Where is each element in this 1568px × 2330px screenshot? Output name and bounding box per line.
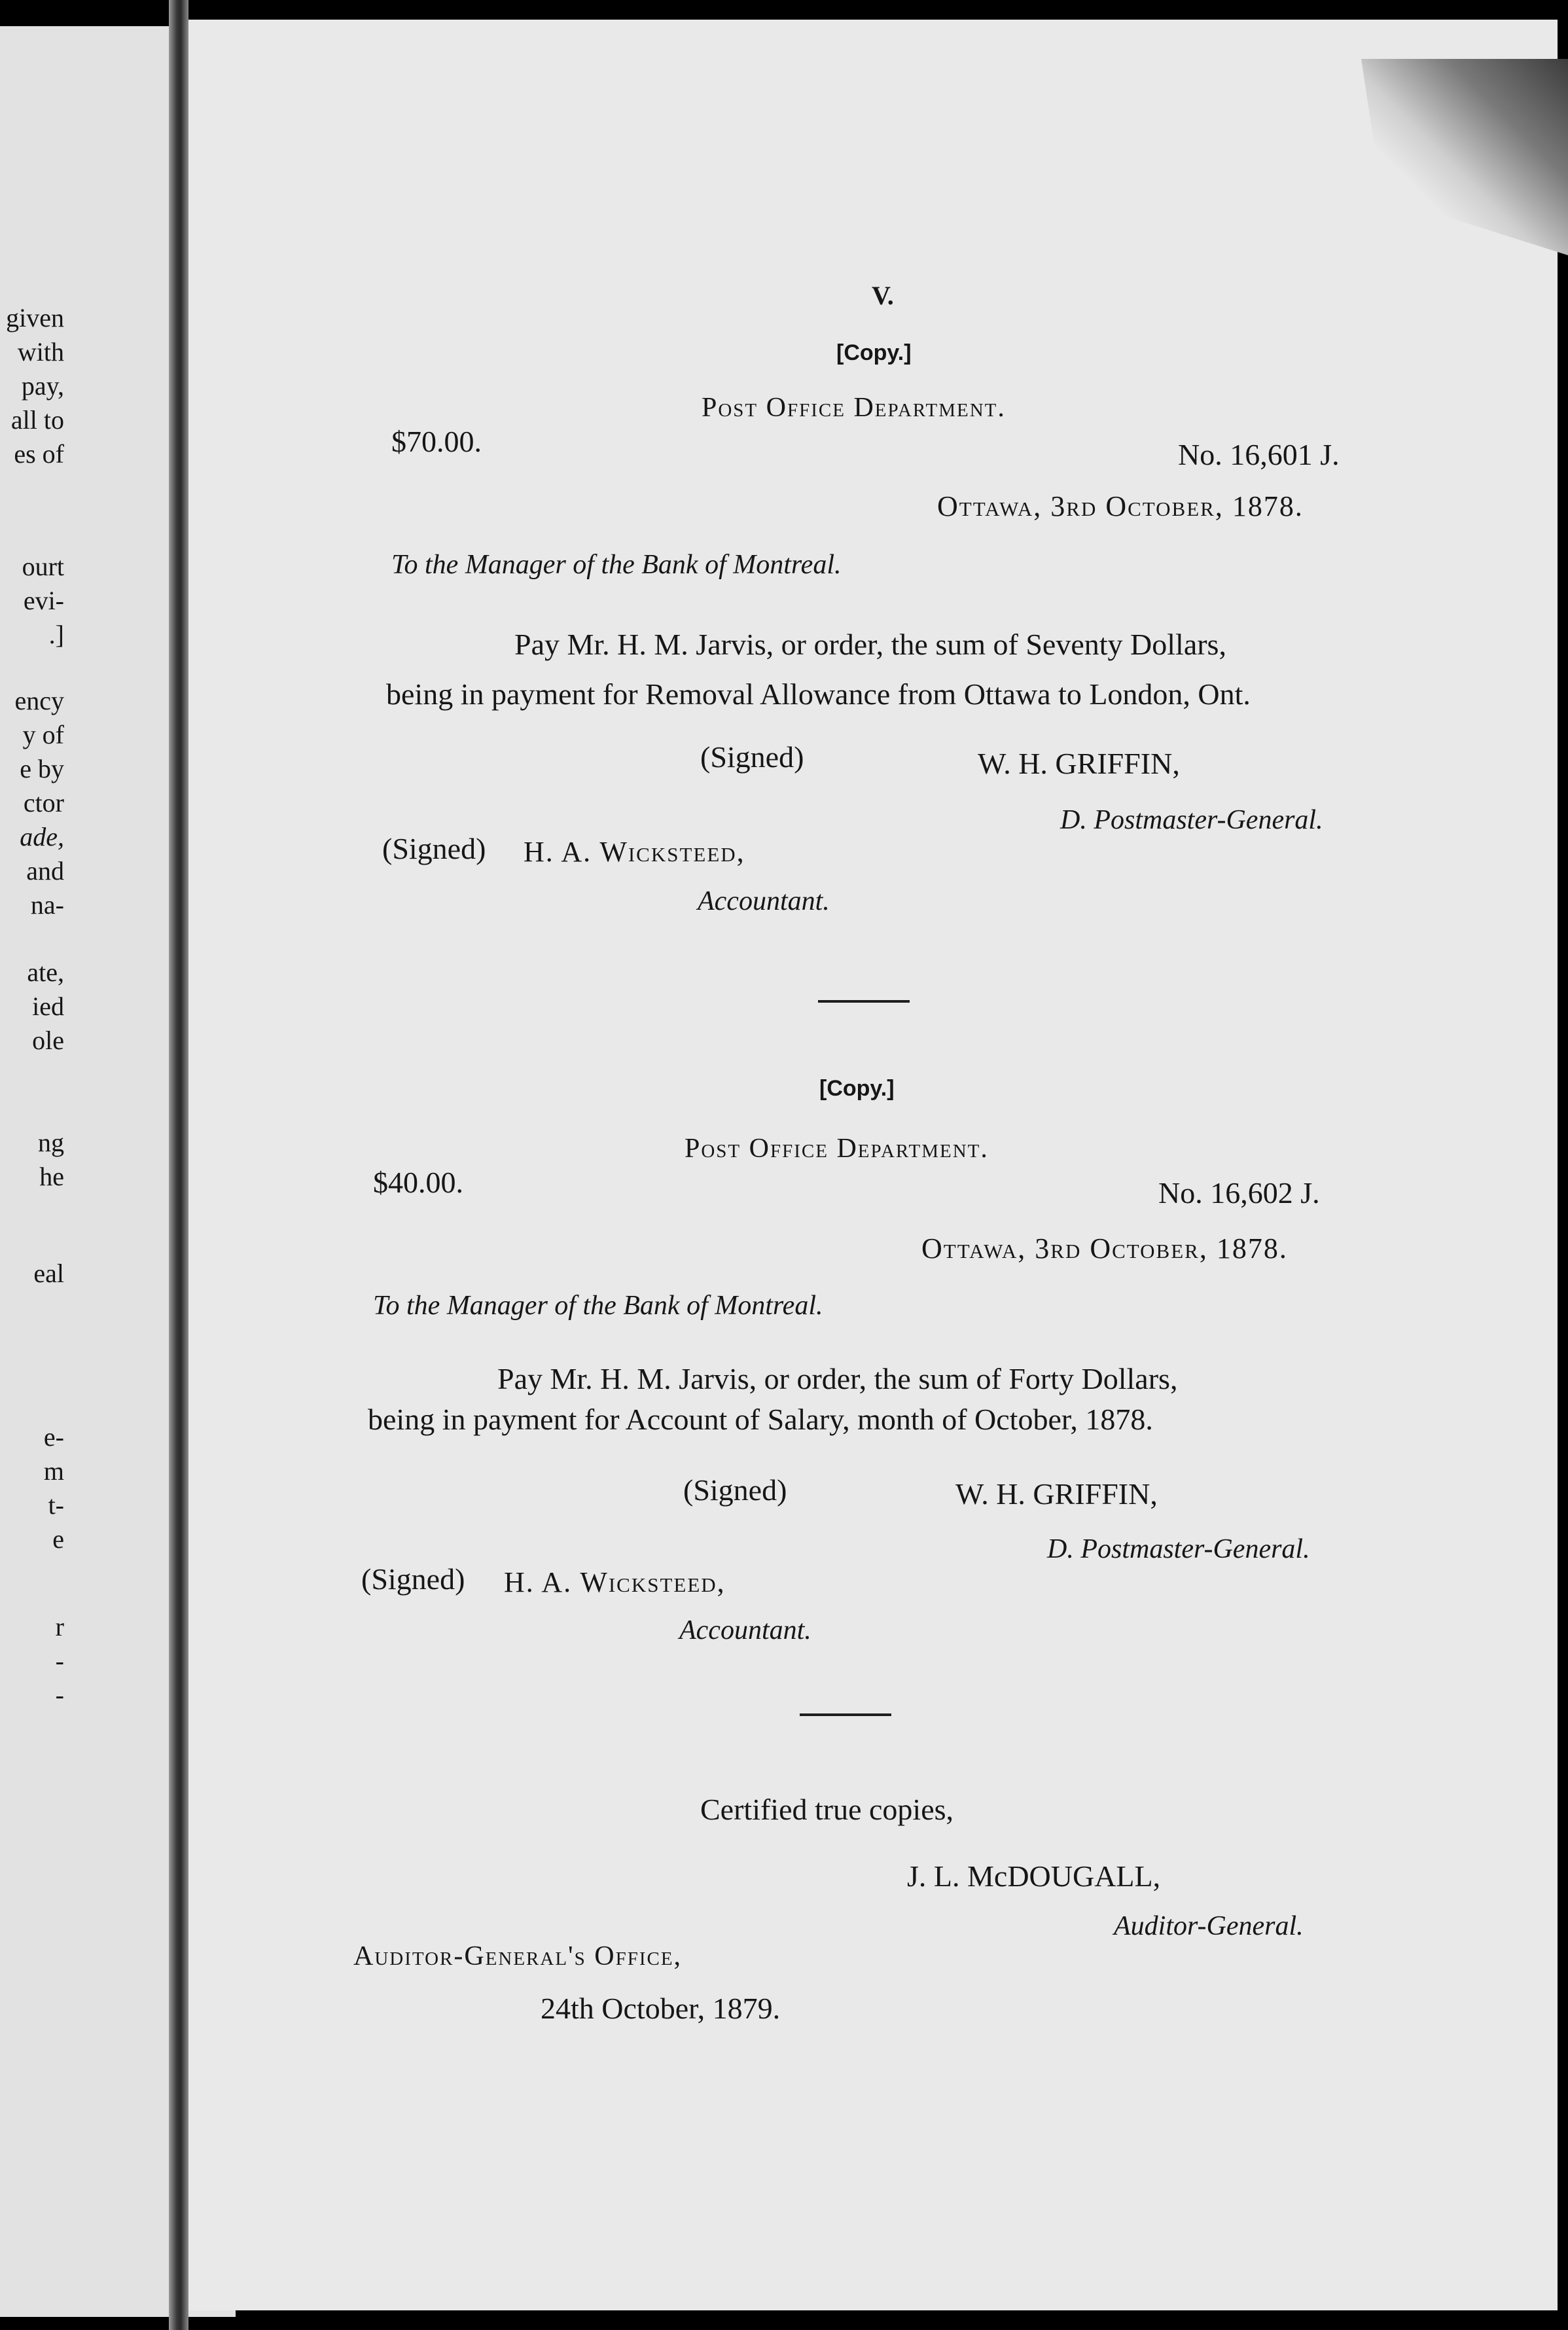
pay-line-1b: being in payment for Removal Allowance from Ottawa to London, Ont. [386, 677, 1251, 711]
signed-label-1b: (Signed) [382, 832, 486, 865]
certification-text: Certified true copies, [700, 1793, 954, 1826]
left-fragment-group-1: given with pay, all to es of [6, 303, 64, 469]
signer-wicksteed-2: H. A. Wicksteed, [504, 1566, 726, 1598]
auditor-signer: J. L. McDOUGALL, [907, 1859, 1161, 1893]
copy-label-1: [Copy.] [836, 340, 912, 365]
signer-griffin-2: W. H. GRIFFIN, [955, 1477, 1158, 1511]
signed-label-2a: (Signed) [683, 1473, 787, 1507]
certification-date: 24th October, 1879. [541, 1992, 781, 2025]
section-divider-1 [818, 1000, 910, 1003]
cheque-number-2: No. 16,602 J. [1158, 1176, 1320, 1210]
left-fragment-group-4: ate, ied ole [27, 958, 64, 1055]
place-date-2: Ottawa, 3rd October, 1878. [921, 1232, 1288, 1264]
signer-title-2b: Accountant. [679, 1615, 811, 1645]
auditor-office: Auditor-General's Office, [353, 1941, 683, 1971]
signed-label-1a: (Signed) [700, 740, 804, 774]
left-fragment-group-6: eal [33, 1259, 64, 1288]
left-fragment-group-7: e- m t- e [43, 1422, 64, 1554]
cheque-amount-2: $40.00. [373, 1166, 463, 1199]
signer-title-1a: D. Postmaster-General. [1060, 805, 1323, 835]
addressee-2: To the Manager of the Bank of Montreal. [373, 1291, 823, 1321]
cheque-number-1: No. 16,601 J. [1178, 438, 1340, 471]
place-date-1: Ottawa, 3rd October, 1878. [937, 490, 1304, 522]
left-fragment-group-3: ency y of e by ctor ade, and na- [14, 686, 64, 920]
signed-label-2b: (Signed) [361, 1562, 465, 1596]
signer-title-2a: D. Postmaster-General. [1047, 1534, 1310, 1564]
page-marker: V. [872, 281, 894, 310]
signer-wicksteed-1: H. A. Wicksteed, [524, 836, 745, 868]
pay-line-2b: being in payment for Account of Salary, month of October, 1878. [368, 1403, 1153, 1436]
left-fragment-group-2: ourt evi- .] [22, 552, 64, 649]
left-fragment-group-5: ng he [38, 1128, 64, 1191]
left-fragment-group-8: r - - [55, 1612, 64, 1710]
department-heading-2: Post Office Department. [685, 1134, 989, 1164]
department-heading-1: Post Office Department. [702, 393, 1006, 423]
pay-line-1a: Pay Mr. H. M. Jarvis, or order, the sum of Seventy Dollars, [514, 628, 1226, 661]
auditor-title: Auditor-General. [1114, 1911, 1304, 1941]
cheque-amount-1: $70.00. [391, 425, 482, 458]
pay-line-2a: Pay Mr. H. M. Jarvis, or order, the sum of Forty Dollars, [497, 1362, 1178, 1395]
book-spine [169, 0, 188, 2330]
signer-griffin-1: W. H. GRIFFIN, [978, 747, 1180, 780]
addressee-1: To the Manager of the Bank of Montreal. [391, 550, 842, 580]
section-divider-2 [800, 1713, 891, 1716]
copy-label-2: [Copy.] [819, 1076, 895, 1101]
signer-title-1b: Accountant. [698, 886, 830, 916]
